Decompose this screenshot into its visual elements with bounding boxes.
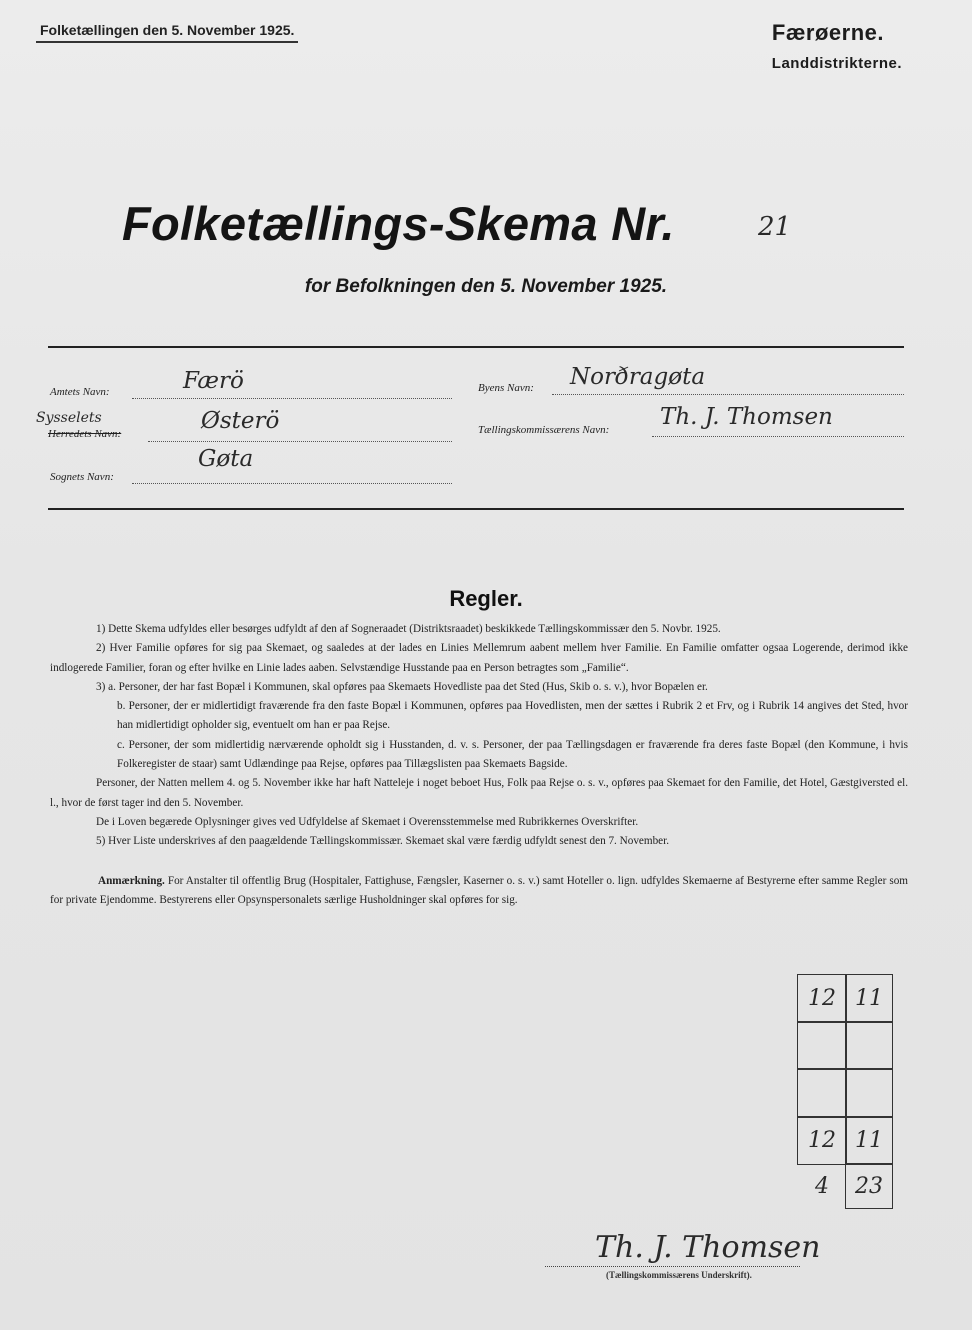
note-text: For Anstalter til offentlig Brug (Hospitaler, Fattighuse, Fængsler, Kaserner o. s. v.) samt Hoteller o. lign. udfyldes Skemaerne af Bestyrerne efter samme Regler som for private Ejendomme. Bestyrerens eller Opsynspersonalets særlige Husholdninger skal opføres for sig.: [50, 875, 909, 907]
form-number: 21: [758, 212, 792, 242]
herred-value: Østerö: [201, 408, 280, 434]
note-label: Anmærkning.: [98, 875, 165, 887]
kommissaer-label: Tællingskommissærens Navn:: [478, 424, 610, 436]
tally-cell: [845, 1021, 893, 1070]
tally-cell: 12: [797, 1116, 847, 1165]
by-label: Byens Navn:: [478, 382, 534, 394]
amt-label: Amtets Navn:: [50, 386, 110, 398]
tally-cell: 11: [845, 1116, 893, 1165]
rule-3b: b. Personer, der er midlertidigt fraværende fra den faste Bopæl i Kommunen, opføres paa Hovedlisten, men der sættes i Rubrik 2 et Frv, og i Rubrik 14 angives det Sted, hvor han midlertidigt opholder sig, eventuelt om han er paa Rejse.: [117, 700, 908, 732]
rule-1: 1) Dette Skema udfyldes eller besørges udfyldt af den af Sogneraadet (Distriktsraadet) beskikkede Tællingskommissær den 5. Novbr. 1925.: [96, 623, 721, 635]
tally-cell: 4: [815, 1173, 829, 1199]
by-value: Norðragøta: [570, 364, 706, 390]
tally-cell: [797, 1068, 847, 1118]
tally-cell: 12: [797, 974, 847, 1023]
signature: Th. J. Thomsen: [595, 1230, 821, 1265]
district-header: Landdistrikterne.: [771, 55, 902, 72]
kommissaer-value: Th. J. Thomsen: [660, 404, 833, 430]
amt-value: Færö: [183, 368, 244, 394]
form-subtitle: for Befolkningen den 5. November 1925.: [304, 276, 668, 297]
herred-line: [148, 441, 452, 442]
herred-label: Herredets Navn:: [48, 428, 122, 440]
rule-3c: c. Personer, der som midlertidig nærværende opholdt sig i Husstanden, d. v. s. Personer, der paa Tællingsdagen er fraværende fra deres faste Bopæl (den Kommune, i hvis Folkeregister de staar) samt Udlændinge paa Rejse, opføres paa Tillægslisten paa Skemaets Bagside.: [117, 738, 908, 771]
region-header: Færøerne.: [771, 20, 884, 45]
rule-3a: 3) a. Personer, der har fast Bopæl i Kommunen, skal opføres paa Skemaets Hovedliste paa det Sted (Hus, Skib o. s. v.), hvor Bopælen er.: [96, 680, 708, 693]
rule-2: 2) Hver Familie opføres for sig paa Skemaet, og saaledes at der lades en Linies Mellemrum aabent mellem hver Familie. En Familie omfatter ogsaa Logerende, derimod ikke indlogerede Familier, foran og efter hvilke en Linie lades aaben. Selvstændige Husstande paa en Person betragtes som „Familie“.: [50, 642, 908, 674]
sogn-value: Gøta: [198, 446, 254, 472]
rule-3d: Personer, der Natten mellem 4. og 5. November ikke har haft Natteleje i noget beboet Hus, Folk paa Rejse o. s. v., opføres paa Skemaet for den Familie, det Hotel, Gæstgiversted el. l., hvor de først tager ind den 5. November.: [50, 777, 908, 809]
signature-label: (Tællingskommissærens Underskrift).: [606, 1270, 752, 1280]
tally-cell: [797, 1021, 847, 1070]
rules-heading: Regler.: [449, 586, 523, 611]
tally-cell: 23: [845, 1163, 893, 1209]
census-date-header: Folketællingen den 5. November 1925.: [36, 22, 298, 43]
note-paragraph: [50, 872, 908, 911]
sogn-line: [132, 483, 452, 484]
rule-4: De i Loven begærede Oplysninger gives ved Udfyldelse af Skemaet i Overensstemmelse med Rubrikkernes Overskrifter.: [96, 815, 639, 828]
kommissaer-line: [652, 436, 904, 437]
top-divider: [48, 346, 904, 348]
rules-text: [50, 620, 908, 852]
tally-cell: [845, 1068, 893, 1118]
rule-5: 5) Hver Liste underskrives af den paagældende Tællingskommissær. Skemaet skal være færdig udfyldt senest den 7. November.: [96, 835, 670, 848]
amt-line: [132, 398, 452, 399]
signature-line: [545, 1266, 800, 1267]
sogn-label: Sognets Navn:: [50, 471, 114, 483]
by-line: [552, 394, 904, 395]
bottom-divider: [48, 508, 904, 510]
herred-handwritten: Sysselets: [36, 410, 102, 426]
form-title: Folketællings-Skema Nr.: [122, 197, 675, 250]
tally-cell: 11: [845, 974, 893, 1023]
